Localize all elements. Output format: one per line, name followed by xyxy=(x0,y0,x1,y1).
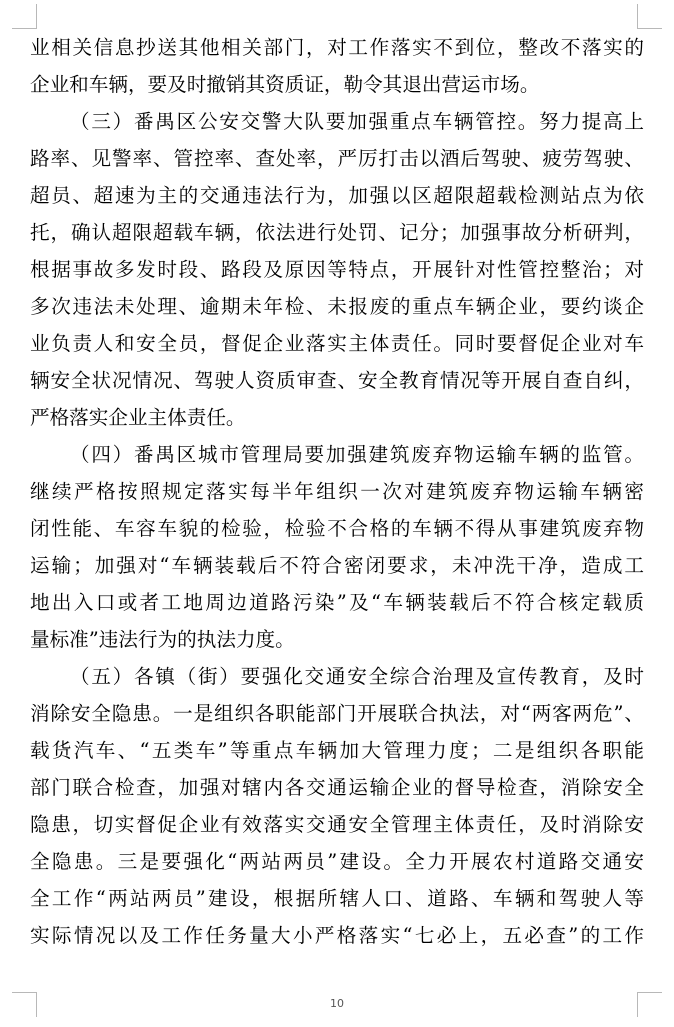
text-line: （三）番禺区公安交警大队要加强重点车辆管控。努力提高上 xyxy=(70,110,644,133)
text-line: 辆安全状况情况、驾驶人资质审查、安全教育情况等开展自查自纠， xyxy=(30,369,644,392)
text-line: 业负责人和安全员，督促企业落实主体责任。同时要督促企业对车 xyxy=(30,332,644,355)
text-line: 多次违法未处理、逾期未年检、未报废的重点车辆企业，要约谈企 xyxy=(30,295,644,318)
text-line: 严格落实企业主体责任。 xyxy=(30,406,246,429)
text-line: 隐患，切实督促企业有效落实交通安全管理主体责任，及时消除安 xyxy=(30,813,644,836)
text-line: 超员、超速为主的交通违法行为，加强以区超限超载检测站点为依 xyxy=(30,184,644,207)
text-line: 部门联合检查，加强对辖内各交通运输企业的督导检查，消除安全 xyxy=(30,776,644,799)
document-body xyxy=(30,29,644,954)
text-line: 量标准”违法行为的执法力度。 xyxy=(30,628,295,651)
corner-mark-top-left xyxy=(12,4,37,29)
text-line: 地出入口或者工地周边道路污染”及“车辆装载后不符合核定载质 xyxy=(30,591,644,614)
text-line: 闭性能、车容车貌的检验，检验不合格的车辆不得从事建筑废弃物 xyxy=(30,517,644,540)
text-line: 继续严格按照规定落实每半年组织一次对建筑废弃物运输车辆密 xyxy=(30,480,644,503)
text-line: 业相关信息抄送其他相关部门，对工作落实不到位，整改不落实的 xyxy=(30,36,644,59)
text-line: 路率、见警率、管控率、查处率，严厉打击以酒后驾驶、疲劳驾驶、 xyxy=(30,147,644,170)
text-line: 全工作“两站两员”建设，根据所辖人口、道路、车辆和驾驶人等 xyxy=(30,887,644,910)
text-line: 全隐患。三是要强化“两站两员”建设。全力开展农村道路交通安 xyxy=(30,850,644,873)
text-line: 实际情况以及工作任务量大小严格落实“七必上，五必查”的工作 xyxy=(30,924,644,947)
page-number: 10 xyxy=(330,997,344,1010)
text-line: 托，确认超限超载车辆，依法进行处罚、记分；加强事故分析研判， xyxy=(30,221,644,244)
text-line: 企业和车辆，要及时撤销其资质证，勒令其退出营运市场。 xyxy=(30,73,540,96)
text-line: 根据事故多发时段、路段及原因等特点，开展针对性管控整治；对 xyxy=(30,258,644,281)
text-line: 载货汽车、“五类车”等重点车辆加大管理力度；二是组织各职能 xyxy=(30,739,644,762)
text-line: （四）番禺区城市管理局要加强建筑废弃物运输车辆的监管。 xyxy=(70,443,644,466)
corner-mark-top-right xyxy=(637,4,662,29)
text-line: 消除安全隐患。一是组织各职能部门开展联合执法，对“两客两危”、 xyxy=(30,702,644,725)
text-line: （五）各镇（街）要强化交通安全综合治理及宣传教育，及时 xyxy=(70,665,644,688)
text-line: 运输；加强对“车辆装载后不符合密闭要求，未冲洗干净，造成工 xyxy=(30,554,644,577)
